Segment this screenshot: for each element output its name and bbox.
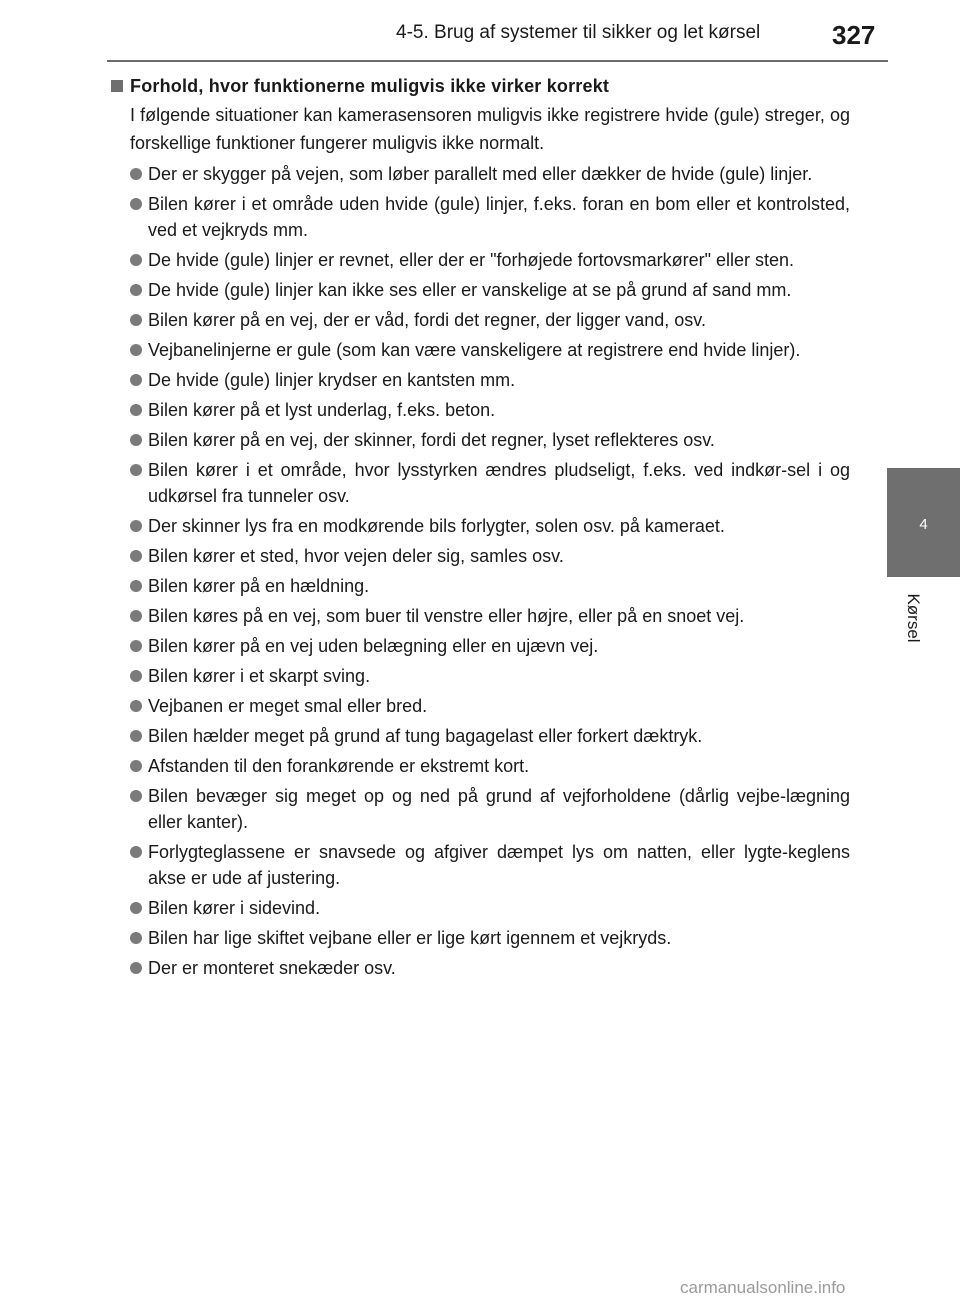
- list-item: [130, 543, 850, 569]
- list-item-text: Bilen kører på en vej uden belægning eller en ujævn vej.: [148, 636, 599, 656]
- section-heading-text: Forhold, hvor funktionerne muligvis ikke virker korrekt: [130, 76, 610, 96]
- list-item-text: Bilen kører på en vej, der skinner, fordi det regner, lyset reflekteres osv.: [148, 430, 715, 450]
- round-bullet-icon: [130, 374, 142, 386]
- round-bullet-icon: [130, 284, 142, 296]
- page-number: 327: [832, 20, 876, 50]
- list-item-text: Bilen kører i et område uden hvide (gule) linjer, f.eks. foran en bom eller et kontrolsted, ved et vejkryds mm.: [148, 194, 850, 240]
- round-bullet-icon: [130, 962, 142, 974]
- list-item-text: Bilen kører i et område, hvor lysstyrken ændres pludseligt, f.eks. ved indkør-sel i og udkørsel fra tunneler osv.: [148, 460, 850, 506]
- list-item: [130, 191, 850, 243]
- list-item: [130, 753, 850, 779]
- list-item: [130, 427, 850, 453]
- list-item: [130, 839, 850, 891]
- round-bullet-icon: [130, 760, 142, 772]
- watermark: carmanualsonline.info: [680, 1278, 846, 1297]
- list-item: [130, 277, 850, 303]
- list-item: [130, 603, 850, 629]
- list-item: [130, 783, 850, 835]
- round-bullet-icon: [130, 464, 142, 476]
- section-heading: [110, 74, 850, 98]
- round-bullet-icon: [130, 902, 142, 914]
- list-item-text: Forlygteglassene er snavsede og afgiver dæmpet lys om natten, eller lygte-keglens akse er ude af justering.: [148, 842, 850, 888]
- round-bullet-icon: [130, 610, 142, 622]
- round-bullet-icon: [130, 550, 142, 562]
- round-bullet-icon: [130, 640, 142, 652]
- list-item: [130, 925, 850, 951]
- chapter-number: 4: [919, 516, 928, 533]
- round-bullet-icon: [130, 168, 142, 180]
- list-item-text: De hvide (gule) linjer er revnet, eller der er "forhøjede fortovsmarkører" eller sten.: [148, 250, 795, 270]
- round-bullet-icon: [130, 730, 142, 742]
- round-bullet-icon: [130, 198, 142, 210]
- list-item-text: Bilen kører på en vej, der er våd, fordi det regner, der ligger vand, osv.: [148, 310, 706, 330]
- main-content: [110, 74, 850, 985]
- list-item: [130, 513, 850, 539]
- list-item-text: Bilen kører på en hældning.: [148, 576, 370, 596]
- round-bullet-icon: [130, 700, 142, 712]
- list-item: [130, 633, 850, 659]
- list-item: [130, 367, 850, 393]
- list-item: [130, 723, 850, 749]
- list-item-text: Bilen kører i et skarpt sving.: [148, 666, 371, 686]
- list-item-text: Vejbanelinjerne er gule (som kan være vanskeligere at registrere end hvide linjer).: [148, 340, 801, 360]
- list-item-text: Afstanden til den forankørende er ekstremt kort.: [148, 756, 530, 776]
- chapter-label-container: [898, 588, 928, 648]
- round-bullet-icon: [130, 520, 142, 532]
- list-item: [130, 247, 850, 273]
- list-item-text: De hvide (gule) linjer kan ikke ses eller er vanskelige at se på grund af sand mm.: [148, 280, 792, 300]
- round-bullet-icon: [130, 580, 142, 592]
- list-item: [130, 573, 850, 599]
- round-bullet-icon: [130, 404, 142, 416]
- list-item: [130, 457, 850, 509]
- round-bullet-icon: [130, 846, 142, 858]
- round-bullet-icon: [130, 932, 142, 944]
- conditions-list: [110, 161, 850, 981]
- list-item-text: Bilen kører i sidevind.: [148, 898, 321, 918]
- list-item-text: Der er monteret snekæder osv.: [148, 958, 396, 978]
- list-item: [130, 895, 850, 921]
- chapter-tab: [887, 468, 960, 577]
- square-bullet-icon: [111, 80, 123, 92]
- round-bullet-icon: [130, 344, 142, 356]
- list-item-text: Der skinner lys fra en modkørende bils forlygter, solen osv. på kameraet.: [148, 516, 725, 536]
- list-item-text: Bilen hælder meget på grund af tung bagagelast eller forkert dæktryk.: [148, 726, 703, 746]
- list-item: [130, 663, 850, 689]
- list-item: [130, 307, 850, 333]
- list-item-text: Bilen kører et sted, hvor vejen deler sig, samles osv.: [148, 546, 564, 566]
- list-item: [130, 955, 850, 981]
- round-bullet-icon: [130, 670, 142, 682]
- intro-paragraph: I følgende situationer kan kamerasensoren muligvis ikke registrere hvide (gule) streger, og forskellige funktioner fungerer muligvis ikke normalt.: [130, 105, 850, 153]
- list-item-text: Bilen bevæger sig meget op og ned på grund af vejforholdene (dårlig vejbe-lægning eller kanter).: [148, 786, 850, 832]
- list-item: [130, 161, 850, 187]
- list-item: [130, 397, 850, 423]
- chapter-label: Kørsel: [904, 593, 923, 643]
- header-divider: [107, 60, 888, 62]
- list-item-text: Bilen kører på et lyst underlag, f.eks. beton.: [148, 400, 496, 420]
- list-item-text: Bilen har lige skiftet vejbane eller er lige kørt igennem et vejkryds.: [148, 928, 672, 948]
- list-item-text: Bilen køres på en vej, som buer til venstre eller højre, eller på en snoet vej.: [148, 606, 745, 626]
- round-bullet-icon: [130, 314, 142, 326]
- list-item-text: Der er skygger på vejen, som løber parallelt med eller dækker de hvide (gule) linjer.: [148, 164, 813, 184]
- list-item: [130, 337, 850, 363]
- list-item: [130, 693, 850, 719]
- list-item-text: Vejbanen er meget smal eller bred.: [148, 696, 428, 716]
- list-item-text: De hvide (gule) linjer krydser en kantsten mm.: [148, 370, 516, 390]
- round-bullet-icon: [130, 254, 142, 266]
- page-header: [0, 0, 960, 62]
- section-title: 4-5. Brug af systemer til sikker og let kørsel: [396, 22, 761, 43]
- round-bullet-icon: [130, 790, 142, 802]
- round-bullet-icon: [130, 434, 142, 446]
